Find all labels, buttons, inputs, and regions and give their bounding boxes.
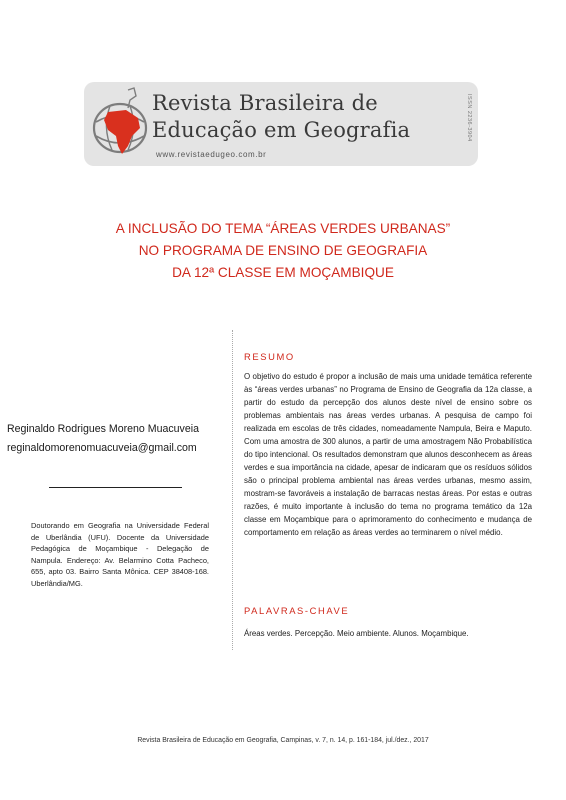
article-title: [40, 218, 526, 284]
author-separator: [49, 487, 182, 488]
page-footer-citation: Revista Brasileira de Educação em Geografia, Campinas, v. 7, n. 14, p. 161-184, jul./dez., 2017: [137, 737, 429, 744]
journal-url: www.revistaedugeo.com.br: [156, 150, 267, 159]
journal-title-line-2: Educação em Geografia: [152, 118, 411, 142]
author-affiliation: Doutorando em Geografia na Universidade Federal de Uberlândia (UFU). Docente da Universidade Pedagógica de Moçambique - Delegação de Nampula. Endereço: Av. Belarmino Cotta Pacheco, 655, apto 03. Bairro Santa Mônica. CEP 38408-168. Uberlândia/MG.: [31, 521, 209, 588]
author-name: Reginaldo Rodrigues Moreno Muacuveia: [7, 423, 199, 435]
article-title-line-3: DA 12ª CLASSE EM MOÇAMBIQUE: [172, 265, 394, 280]
journal-banner: [84, 82, 478, 166]
abstract-text: O objetivo do estudo é propor a inclusão de mais uma unidade temática referente às “áreas verdes urbanas” no Programa de Ensino de Geografia da 12a classe, a partir do estudo da percepção dos alunos deste nível de ensino sobre os problemas ambientais nas áreas verdes urbanas. A pesquisa de campo foi realizada em escolas de três cidades, nomeadamente Nampula, Beira e Maputo. Com uma amostra de 300 alunos, a partir de uma amostragem Não Probabilística do tipo intencional. Os resultados demonstram que alunos desconhecem as áreas verdes e sua importância na cidade, apesar de indicaram que os resíduos sólidos são o principal problema ambiental nas áreas verdes urbanas, mesmo assim, mostram-se favoráveis a instalação de barracas nestas áreas. Por estas e outras razões, é muito importante à inclusão do tema no programa temático da 12a classe em Moçambique para o aprimoramento do conhecimento e mudança de comportamento em relação as áreas verdes ao terminarem o nível médio.: [244, 372, 532, 537]
article-title-line-1: A INCLUSÃO DO TEMA “ÁREAS VERDES URBANAS”: [115, 221, 451, 236]
journal-title-line-1: Revista Brasileira de: [152, 91, 378, 115]
abstract-heading: RESUMO: [244, 351, 295, 362]
author-block: [7, 420, 229, 458]
article-title-line-2: NO PROGRAMA DE ENSINO DE GEOGRAFIA: [138, 243, 428, 258]
keywords-heading: PALAVRAS-CHAVE: [244, 605, 350, 616]
journal-logo-globe-icon: [88, 84, 150, 164]
keywords-text: Áreas verdes. Percepção. Meio ambiente. Alunos. Moçambique.: [244, 629, 469, 638]
journal-title: [152, 90, 410, 144]
author-email: reginaldomorenomuacuveia@gmail.com: [7, 442, 197, 454]
column-divider: [232, 330, 233, 650]
journal-issn: ISSN 2236-3904: [466, 94, 472, 142]
